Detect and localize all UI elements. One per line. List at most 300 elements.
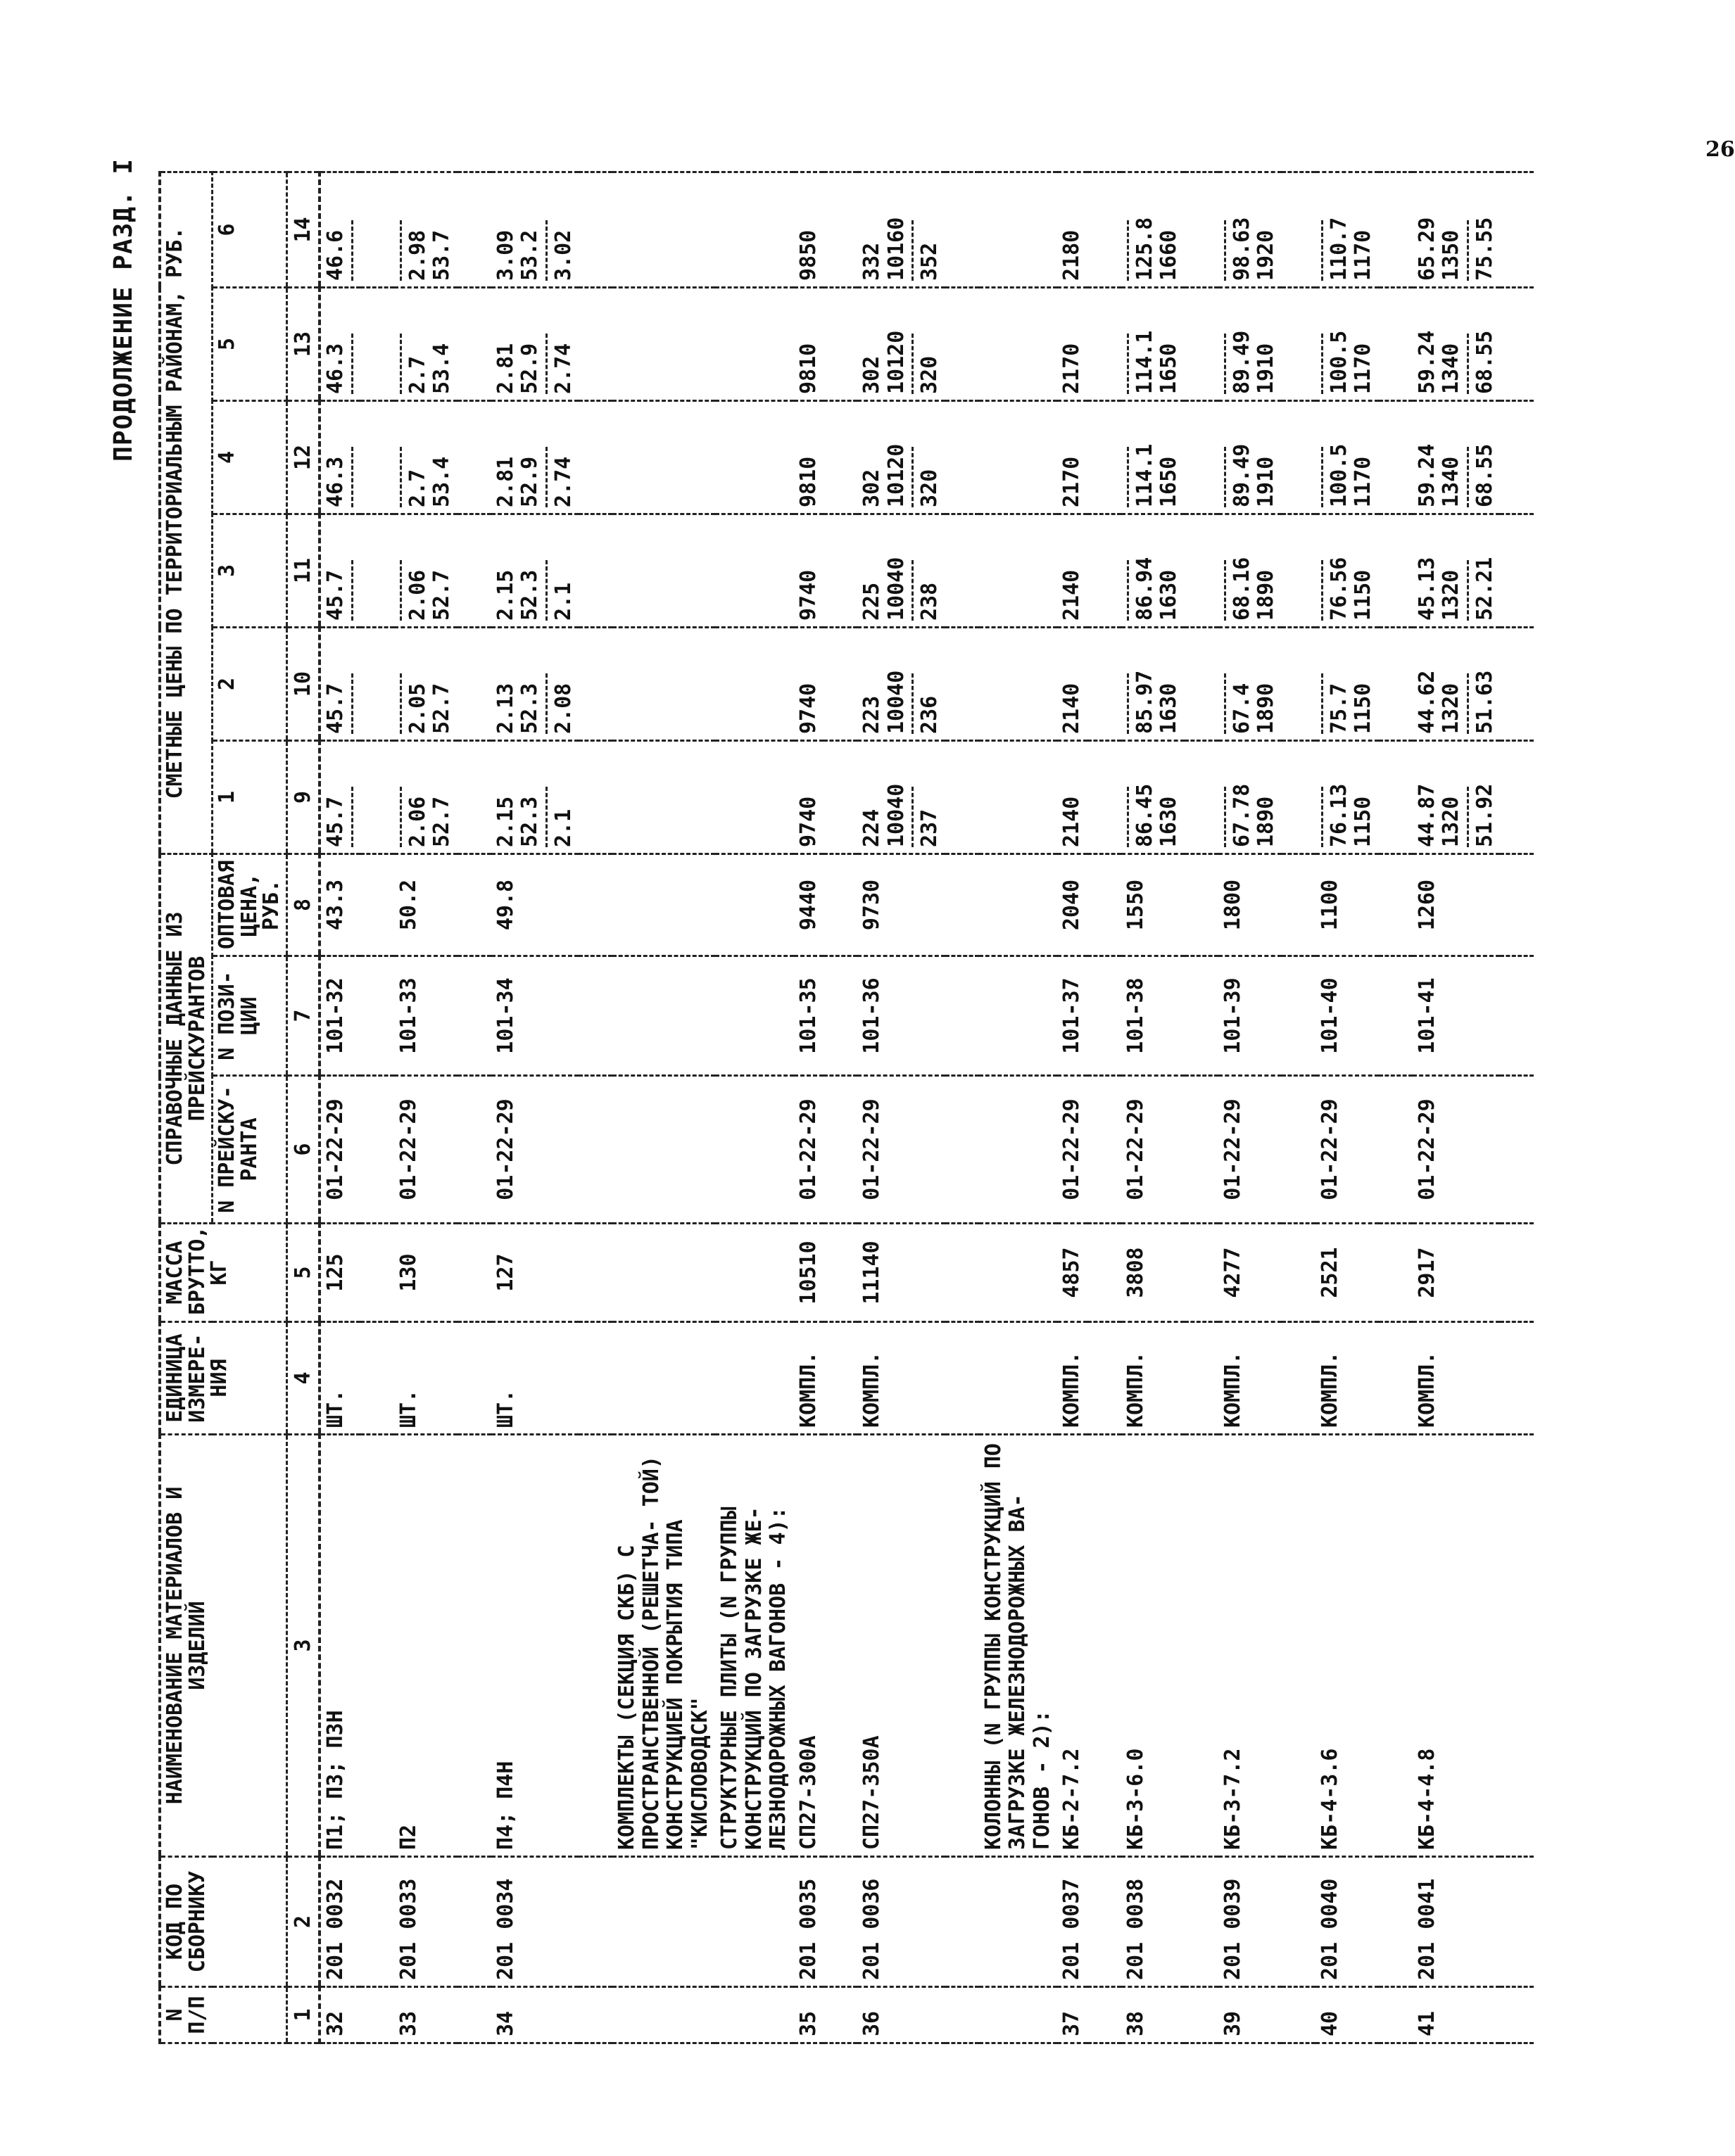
region-price [491, 288, 579, 401]
region-price [1057, 741, 1087, 854]
price-fraction [1124, 444, 1182, 507]
price-value: 2.06 [405, 796, 430, 847]
price-value: 46.3 [323, 456, 348, 507]
region-price [320, 288, 360, 401]
column-number: 9 [286, 741, 320, 854]
item-code: 201 0041 [1413, 1857, 1501, 1987]
price-value: 3.09 [493, 229, 518, 281]
region-price [1057, 401, 1087, 514]
mass: 127 [491, 1224, 579, 1322]
header-col2: КОД ПО СБОРНИКУ [160, 1857, 286, 1987]
item-code: 201 0033 [394, 1857, 458, 1987]
price-value: 2170 [1059, 456, 1084, 507]
region-price [794, 514, 824, 628]
region-price [1218, 172, 1282, 287]
price-fraction [494, 560, 576, 621]
price-value: 68.55 [1472, 443, 1497, 507]
fraction-divider [1321, 560, 1323, 621]
price-value: 1150 [1351, 683, 1375, 734]
mass: 4857 [1057, 1224, 1087, 1322]
price-value: 332 [859, 242, 884, 281]
row-number: 37 [1057, 1987, 1087, 2043]
spacer-row [1087, 172, 1121, 2043]
fraction-divider [400, 447, 402, 507]
item-code: 201 0035 [794, 1857, 824, 1987]
region-price [394, 628, 458, 741]
price-value: 52.3 [517, 569, 542, 621]
price-value: 86.94 [1132, 557, 1157, 621]
region-price [320, 741, 360, 854]
position-number: 101-39 [1218, 956, 1282, 1076]
pricelist-number: 01-22-29 [1316, 1076, 1379, 1224]
fraction-divider [351, 220, 353, 281]
price-value: 46.3 [323, 343, 348, 394]
price-value: 44.62 [1414, 670, 1439, 734]
region-price [1413, 172, 1501, 287]
price-fraction [1124, 331, 1182, 394]
fraction-divider [545, 787, 548, 847]
price-value: 59.24 [1414, 330, 1439, 394]
header-region: 1 [213, 741, 287, 854]
wholesale-price: 50.2 [394, 854, 458, 956]
price-value: 3.02 [550, 229, 576, 281]
price-value: 45.7 [323, 569, 348, 621]
pricelist-number: 01-22-29 [491, 1076, 579, 1224]
price-value: 2.74 [550, 343, 576, 394]
price-value: 1650 [1156, 343, 1181, 394]
row-number: 38 [1121, 1987, 1185, 2043]
price-fraction [494, 334, 576, 394]
region-price [857, 172, 945, 287]
spacer-row [360, 172, 394, 2043]
price-value: 9810 [795, 456, 821, 507]
wholesale-price: 2040 [1057, 854, 1087, 956]
price-value: 320 [917, 355, 942, 394]
section-heading: КОЛОННЫ (N ГРУППЫ КОНСТРУКЦИЙ ПО ЗАГРУЗКЕ ЖЕЛЕЗНОДОРОЖНЫХ ВА- ГОНОВ - 2): [979, 1435, 1058, 1857]
price-value: 1170 [1351, 343, 1375, 394]
table-row [394, 172, 458, 2043]
price-value: 45.13 [1414, 557, 1439, 621]
fraction-divider [400, 560, 402, 621]
section-heading-row [979, 172, 1058, 2043]
fraction-divider [1224, 447, 1226, 507]
price-fraction [1124, 557, 1182, 621]
fraction-divider [351, 334, 353, 394]
price-value: 9850 [795, 229, 821, 281]
position-number: 101-37 [1057, 956, 1087, 1076]
spacer-row [824, 172, 857, 2043]
region-price [491, 401, 579, 514]
table-row [1121, 172, 1185, 2043]
price-fraction [494, 787, 576, 847]
price-value: 2.74 [550, 456, 576, 507]
region-price [1121, 288, 1185, 401]
item-name: КБ-3-7.2 [1218, 1435, 1282, 1857]
fraction-divider [1224, 334, 1226, 394]
price-value: 1150 [1351, 569, 1375, 621]
item-name: КБ-2-7.2 [1057, 1435, 1087, 1857]
fraction-divider [1127, 560, 1129, 621]
mass: 4277 [1218, 1224, 1282, 1322]
row-number: 39 [1218, 1987, 1282, 2043]
region-price [1121, 628, 1185, 741]
price-fraction [1060, 457, 1085, 507]
region-price [1218, 401, 1282, 514]
item-code: 201 0038 [1121, 1857, 1185, 1987]
price-fraction [1415, 557, 1498, 621]
fraction-divider [911, 673, 914, 734]
price-value: 75.55 [1472, 217, 1497, 281]
wholesale-price: 1800 [1218, 854, 1282, 956]
pricelist-number: 01-22-29 [1057, 1076, 1087, 1224]
price-value: 52.21 [1472, 557, 1497, 621]
region-price [1218, 288, 1282, 401]
price-value: 76.56 [1326, 557, 1351, 621]
rotated-page [109, 109, 1735, 2044]
price-value: 2.81 [493, 343, 518, 394]
region-price [1413, 628, 1501, 741]
fraction-divider [911, 787, 914, 847]
region-price [1413, 514, 1501, 628]
price-value: 1630 [1156, 796, 1181, 847]
row-number: 36 [857, 1987, 945, 2043]
fraction-divider [1467, 334, 1469, 394]
price-value: 9740 [795, 569, 821, 621]
mass: 11140 [857, 1224, 945, 1322]
price-value: 2.7 [405, 469, 430, 507]
pricelist-number: 01-22-29 [320, 1076, 360, 1224]
fraction-divider [351, 447, 353, 507]
price-fraction [1415, 444, 1498, 507]
price-value: 89.49 [1229, 330, 1254, 394]
price-value: 75.7 [1326, 683, 1351, 734]
price-fraction [397, 560, 455, 621]
price-fraction [860, 557, 942, 621]
spacer-row [945, 172, 979, 2043]
fraction-divider [545, 334, 548, 394]
price-value: 76.13 [1326, 783, 1351, 847]
region-price [1413, 288, 1501, 401]
header-col1: N П/П [160, 1987, 286, 2043]
price-fraction [797, 570, 821, 621]
price-value: 2140 [1059, 796, 1084, 847]
item-code: 201 0032 [320, 1857, 360, 1987]
price-value: 2.06 [405, 569, 430, 621]
fraction-divider [351, 787, 353, 847]
row-number: 35 [794, 1987, 824, 2043]
row-number: 40 [1316, 1987, 1379, 2043]
region-price [1316, 401, 1379, 514]
price-value: 44.87 [1414, 783, 1439, 847]
region-price [1121, 514, 1185, 628]
price-value: 52.7 [429, 796, 454, 847]
pricelist-number: 01-22-29 [394, 1076, 458, 1224]
table-row [320, 172, 360, 2043]
fraction-divider [1467, 787, 1469, 847]
region-price [394, 514, 458, 628]
column-number: 12 [286, 401, 320, 514]
price-value: 52.7 [429, 683, 454, 734]
price-value: 1630 [1156, 683, 1181, 734]
price-fraction [324, 673, 358, 734]
fraction-divider [545, 447, 548, 507]
price-value: 225 [859, 582, 884, 621]
spacer-row [1282, 172, 1316, 2043]
region-price [1218, 628, 1282, 741]
spacer-row [458, 172, 491, 2043]
price-fraction [1124, 784, 1182, 847]
fraction-divider [1321, 334, 1323, 394]
price-fraction [797, 797, 821, 847]
price-value: 224 [859, 808, 884, 847]
fraction-divider [1224, 787, 1226, 847]
price-value: 53.4 [429, 456, 454, 507]
price-value: 1920 [1254, 229, 1278, 281]
price-value: 302 [859, 469, 884, 507]
price-value: 52.9 [517, 343, 542, 394]
region-price [320, 514, 360, 628]
region-price [1316, 514, 1379, 628]
price-value: 85.97 [1132, 670, 1157, 734]
price-value: 53.2 [517, 229, 542, 281]
page-number: 26 [1705, 137, 1735, 162]
price-value: 53.4 [429, 343, 454, 394]
price-fraction [797, 457, 821, 507]
price-fraction [1318, 331, 1376, 394]
wholesale-price: 43.3 [320, 854, 360, 956]
price-fraction [860, 217, 942, 281]
section-heading-row [715, 172, 794, 2043]
row-number: 34 [491, 1987, 579, 2043]
price-value: 1630 [1156, 569, 1181, 621]
region-price [1057, 628, 1087, 741]
position-number: 101-36 [857, 956, 945, 1076]
region-price [1121, 172, 1185, 287]
row-number: 41 [1413, 1987, 1501, 2043]
price-value: 68.55 [1472, 330, 1497, 394]
mass: 125 [320, 1224, 360, 1322]
price-value: 52.3 [517, 796, 542, 847]
item-name: П4; П4Н [491, 1435, 579, 1857]
position-number: 101-34 [491, 956, 579, 1076]
fraction-divider [351, 560, 353, 621]
price-value: 86.45 [1132, 783, 1157, 847]
position-number: 101-33 [394, 956, 458, 1076]
fraction-divider [1127, 220, 1129, 281]
header-region: 5 [213, 288, 287, 401]
wholesale-price: 1260 [1413, 854, 1501, 956]
region-price [857, 401, 945, 514]
price-fraction [1221, 673, 1279, 734]
column-number: 13 [286, 288, 320, 401]
item-code: 201 0036 [857, 1857, 945, 1987]
region-price [394, 741, 458, 854]
mass: 10510 [794, 1224, 824, 1322]
region-price [1316, 628, 1379, 741]
region-price [1121, 401, 1185, 514]
price-value: 9740 [795, 683, 821, 734]
price-value: 9810 [795, 343, 821, 394]
table-row [1218, 172, 1282, 2043]
fraction-divider [1127, 447, 1129, 507]
price-value: 1660 [1156, 229, 1181, 281]
price-value: 302 [859, 355, 884, 394]
price-fraction [860, 784, 942, 847]
table-row [491, 172, 579, 2043]
price-value: 51.92 [1472, 783, 1497, 847]
row-number: 33 [394, 1987, 458, 2043]
region-price [794, 628, 824, 741]
fraction-divider [911, 447, 914, 507]
price-value: 10160 [883, 217, 909, 281]
pricelist-number: 01-22-29 [794, 1076, 824, 1224]
mass: 130 [394, 1224, 458, 1322]
position-number: 101-40 [1316, 956, 1379, 1076]
price-value: 100.5 [1326, 330, 1351, 394]
price-value: 2.05 [405, 683, 430, 734]
table-row [1316, 172, 1379, 2043]
price-value: 237 [917, 808, 942, 847]
fraction-divider [1127, 787, 1129, 847]
unit: ШТ. [491, 1322, 579, 1435]
region-price [857, 514, 945, 628]
price-value: 67.4 [1229, 683, 1254, 734]
price-value: 2180 [1059, 229, 1084, 281]
price-value: 2.13 [493, 683, 518, 734]
wholesale-price: 1100 [1316, 854, 1379, 956]
price-fraction [1221, 444, 1279, 507]
fraction-divider [1321, 220, 1323, 281]
region-price [794, 401, 824, 514]
spacer-row [1379, 172, 1413, 2043]
pricelist-number: 01-22-29 [1413, 1076, 1501, 1224]
price-table [158, 171, 1534, 2044]
header-col4: ЕДИНИЦА ИЗМЕРЕ- НИЯ [160, 1322, 286, 1435]
section-heading: КОМПЛЕКТЫ (СЕКЦИЯ СКБ) С ПРОСТРАНСТВЕННОЙ (РЕШЕТЧА- ТОЙ) КОНСТРУКЦИЕЙ ПОКРЫТИЯ ТИПА "КИСЛОВОДСК" [612, 1435, 715, 1857]
wholesale-price: 49.8 [491, 854, 579, 956]
price-fraction [1221, 217, 1279, 281]
fraction-divider [911, 334, 914, 394]
price-fraction [797, 230, 821, 281]
price-value: 2170 [1059, 343, 1084, 394]
fraction-divider [1321, 447, 1323, 507]
price-value: 10040 [883, 557, 909, 621]
wholesale-price: 1550 [1121, 854, 1185, 956]
price-value: 114.1 [1132, 443, 1157, 507]
table-row [857, 172, 945, 2043]
price-value: 98.63 [1229, 217, 1254, 281]
fraction-divider [1467, 560, 1469, 621]
price-value: 1890 [1254, 683, 1278, 734]
price-value: 1320 [1439, 796, 1463, 847]
region-price [857, 628, 945, 741]
price-value: 2140 [1059, 683, 1084, 734]
fraction-divider [1224, 220, 1226, 281]
price-value: 52.3 [517, 683, 542, 734]
fraction-divider [1321, 787, 1323, 847]
price-value: 2.08 [550, 683, 576, 734]
fraction-divider [1127, 334, 1129, 394]
region-price [1316, 172, 1379, 287]
price-value: 2.1 [550, 808, 576, 847]
price-value: 2.15 [493, 796, 518, 847]
region-price [320, 628, 360, 741]
price-fraction [1221, 331, 1279, 394]
region-price [1057, 172, 1087, 287]
header-price-group: СМЕТНЫЕ ЦЕНЫ ПО ТЕРРИТОРИАЛЬНЫМ РАЙОНАМ, РУБ. [160, 172, 213, 854]
header-region: 4 [213, 401, 287, 514]
header-col5: МАССА БРУТТО, КГ [160, 1224, 286, 1322]
wholesale-price: 9440 [794, 854, 824, 956]
price-value: 2.1 [550, 582, 576, 621]
table-body [320, 172, 1534, 2043]
page-title: ПРОДОЛЖЕНИЕ РАЗД. I [109, 158, 138, 462]
region-price [320, 401, 360, 514]
price-value: 1320 [1439, 569, 1463, 621]
price-fraction [397, 334, 455, 394]
position-number: 101-35 [794, 956, 824, 1076]
price-value: 1320 [1439, 683, 1463, 734]
price-fraction [324, 220, 358, 281]
region-price [1316, 288, 1379, 401]
price-fraction [397, 447, 455, 507]
unit: КОМПЛ. [1413, 1322, 1501, 1435]
price-fraction [860, 671, 942, 734]
price-fraction [324, 334, 358, 394]
fraction-divider [400, 334, 402, 394]
price-fraction [797, 343, 821, 394]
price-value: 2.98 [405, 229, 430, 281]
price-value: 46.6 [323, 229, 348, 281]
unit: КОМПЛ. [1121, 1322, 1185, 1435]
price-fraction [397, 787, 455, 847]
region-price [794, 288, 824, 401]
header-col8: ОПТОВАЯ ЦЕНА, РУБ. [213, 854, 287, 956]
mass: 2917 [1413, 1224, 1501, 1322]
header-col6: N ПРЕЙСКУ- РАНТА [213, 1076, 287, 1224]
fraction-divider [400, 220, 402, 281]
price-value: 52.9 [517, 456, 542, 507]
fraction-divider [1467, 673, 1469, 734]
spacer-row [1185, 172, 1218, 2043]
fraction-divider [911, 560, 914, 621]
header-region: 3 [213, 514, 287, 628]
price-value: 9740 [795, 796, 821, 847]
item-code: 201 0037 [1057, 1857, 1087, 1987]
price-value: 10120 [883, 443, 909, 507]
column-number: 3 [286, 1435, 320, 1857]
price-value: 1340 [1439, 456, 1463, 507]
item-name: СП27-300А [794, 1435, 824, 1857]
table-row [1057, 172, 1087, 2043]
price-value: 89.49 [1229, 443, 1254, 507]
price-fraction [1318, 784, 1376, 847]
item-name: П2 [394, 1435, 458, 1857]
price-fraction [494, 447, 576, 507]
region-price [491, 741, 579, 854]
pricelist-number: 01-22-29 [1218, 1076, 1282, 1224]
price-value: 65.29 [1414, 217, 1439, 281]
price-fraction [1415, 784, 1498, 847]
fraction-divider [545, 220, 548, 281]
price-value: 10120 [883, 330, 909, 394]
mass: 3808 [1121, 1224, 1185, 1322]
item-name: П1; П3; П3Н [320, 1435, 360, 1857]
region-price [1057, 288, 1087, 401]
price-fraction [1221, 784, 1279, 847]
price-fraction [1318, 557, 1376, 621]
fraction-divider [1321, 673, 1323, 734]
